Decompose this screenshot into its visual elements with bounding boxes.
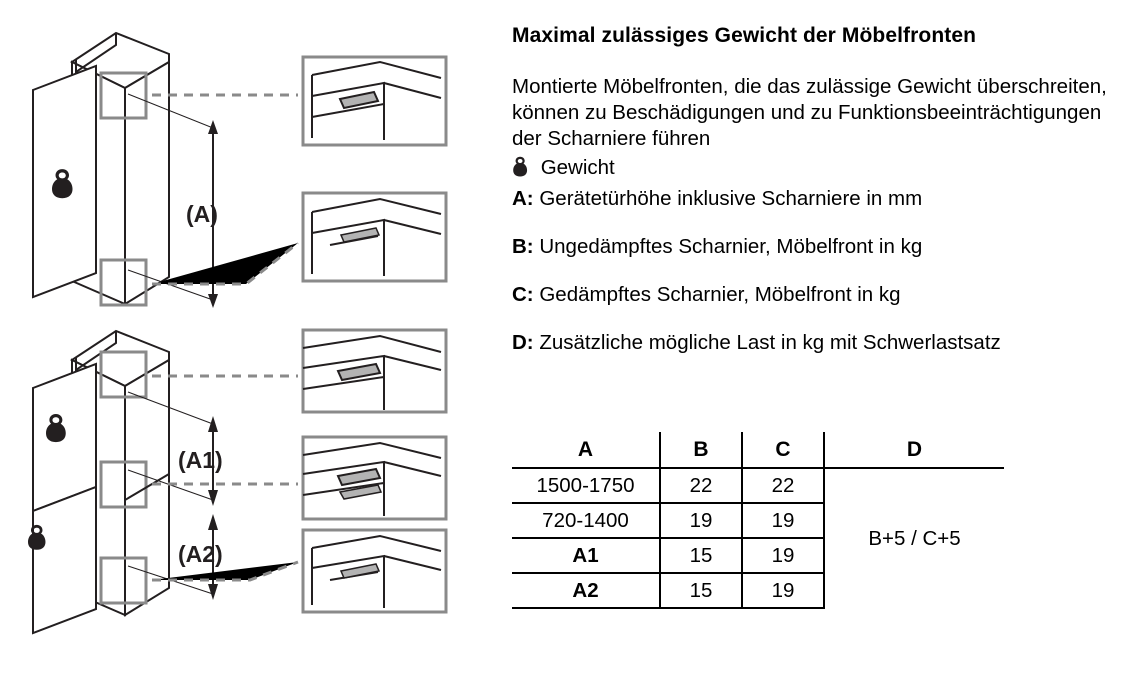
weight-spec-table [512,432,1004,609]
cell-b-1: 22 [660,468,742,503]
intro-paragraph: Montierte Möbelfronten, die das zulässige Gewicht überschreiten, können zu Beschädigungen und zu Funktionsbeeinträchtigungen der Scharniere führen [512,75,1107,150]
legend-c-key: C: [512,283,534,306]
legend-a [512,183,1132,214]
cell-a-2: 720-1400 [512,503,660,538]
bottom-appliance-assembly [28,330,446,633]
cell-c-3: 19 [742,538,824,573]
label-a: (A) [186,201,218,227]
label-a2: (A2) [178,541,223,567]
appliance-door-illustration [0,0,500,681]
table-row [512,468,1004,503]
col-header-b: B [660,432,742,468]
col-header-a: A [577,437,594,461]
hinge-detail-callout-4 [303,437,446,519]
text-panel [512,24,1132,358]
cell-a-3: A1 [512,538,660,573]
cell-c-2: 19 [742,503,824,538]
hinge-detail-callout-3 [303,330,446,412]
col-header-c: C [742,432,824,468]
cell-c-4: 19 [742,573,824,608]
cell-d-merged: B+5 / C+5 [824,468,1004,608]
cell-b-4: 15 [660,573,742,608]
legend-c-text: Gedämpftes Scharnier, Möbelfront in kg [539,283,901,306]
legend-weight [512,152,1132,183]
cell-b-3: 15 [660,538,742,573]
page-title: Maximal zulässiges Gewicht der Möbelfronten [512,24,977,47]
legend-d-text: Zusätzliche mögliche Last in kg mit Schwerlastsatz [539,331,1001,354]
table-body [512,468,1004,608]
hinge-detail-callout-2 [303,193,446,281]
legend-d [512,327,1132,358]
hinge-detail-callout-1 [303,57,446,145]
legend-a-text: Gerätetürhöhe inklusive Scharniere in mm [539,187,923,210]
cell-a-1: 1500-1750 [512,468,660,503]
col-header-d: D [906,437,923,461]
legend-b-key: B: [512,235,534,258]
cell-c-1: 22 [742,468,824,503]
legend-c [512,279,1132,310]
label-a1: (A1) [178,447,223,473]
illustration-svg [0,0,500,681]
legend-b-text: Ungedämpftes Scharnier, Möbelfront in kg [539,235,923,258]
callout-connector-b-bottom [152,562,298,580]
cell-b-2: 19 [660,503,742,538]
weight-icon-svg [512,156,529,177]
legend-b [512,231,1132,262]
legend-d-key: D: [512,331,534,354]
table-header-row [512,432,1004,468]
legend-a-key: A: [512,187,534,210]
weight-icon [512,155,529,175]
table-header [512,432,1004,468]
top-appliance-assembly [33,33,446,308]
hinge-detail-callout-5 [303,530,446,612]
callout-connector-bottom [152,243,298,284]
cell-a-4: A2 [512,573,660,608]
legend-weight-label: Gewicht [540,156,615,179]
